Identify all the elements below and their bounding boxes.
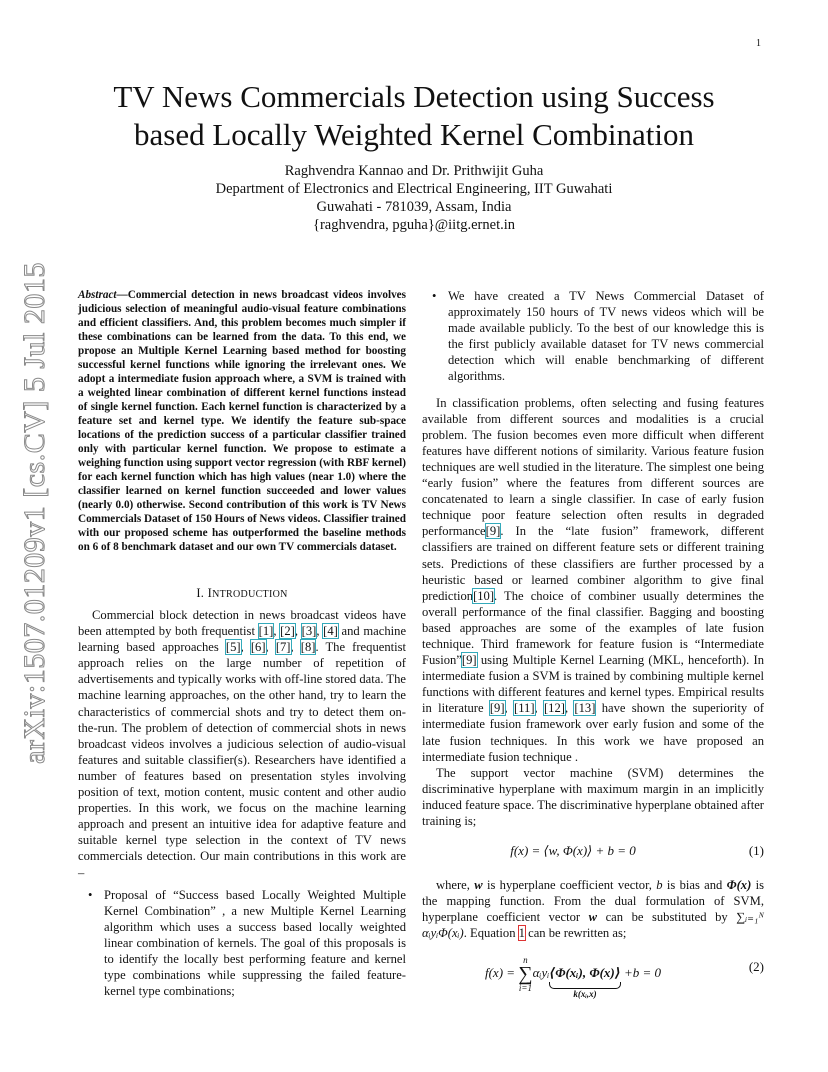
text: . In the “late fusion” framework, different classifiers are trained on different feature sets or different training sets. Predictions of these classifiers are further processed by a heuristic based or learned combiner algorithm to give final prediction <box>422 524 764 603</box>
text: have shown the superiority of intermediate fusion framework over early fusion and some of the late fusion techniques. In this work we have proposed an intermediate fusion technique . <box>422 701 765 764</box>
text: is hyperplane coefficient vector, <box>482 878 657 893</box>
text: . Equation <box>463 926 519 941</box>
arxiv-stamp <box>10 262 60 764</box>
intro-paragraph <box>78 607 406 881</box>
math-symbol: b <box>656 878 663 893</box>
text: can be rewritten as; <box>524 926 627 941</box>
citation-link[interactable]: [1] <box>258 624 274 639</box>
abstract-text: —Commercial detection in news broadcast videos involves judicious selection of meaningful audio-visual feature combinations and efficient classifiers. And, this problem becomes much simpler if these combinations can be learned from the data. To this end, we propose an Multiple Kernel Learning based method for boosting successful kernel functions while ignoring the irrelevant ones. We adopt a intermediate fusion approach where, a SVM is trained with a weighted linear combination of different kernel functions instead of single kernel function. Each kernel function is characterized by a feature set and kernel type. We identify the feature sub-space locations of the prediction success of a particular classifier trained only with particular kernel function. We propose to estimate a weighing function using support vector regression (with RBF kernel) for each kernel function which has high values (near 1.0) where the classifier learned on kernel function succeeded and lower values (nearly 0.0) otherwise. Second contribution of this work is TV News Commercials Dataset of 150 Hours of News videos. Classifier trained with our proposed scheme has outperformed the baseline methods on 6 of 8 benchmark dataset and our own TV commercials dataset. <box>78 289 406 553</box>
abstract-lead: Abstract <box>78 289 117 301</box>
summation-upper: n <box>523 955 528 966</box>
citation-link[interactable]: [3] <box>301 624 317 639</box>
text: , <box>265 640 276 655</box>
section-numeral: I. <box>196 586 208 600</box>
text: . The choice of combiner usually determines the overall performance of the final classifier. Bagging and boosting based approaches are some of the examples of late fusion technique. Third framework for feature fusion is “Intermediate Fusion” <box>422 588 764 668</box>
text: is bias and <box>662 878 727 893</box>
citation-link[interactable]: [9] <box>485 524 501 539</box>
text: , <box>240 640 251 655</box>
text: can be substituted by <box>597 910 737 925</box>
section-heading-introduction <box>78 586 406 601</box>
page-number: 1 <box>756 38 761 49</box>
underbrace-label: k(xᵢ,x) <box>573 989 597 1000</box>
text: Commercial block detection in news broadcast videos have been attempted by both frequentist <box>78 608 406 639</box>
contribution-item-1: • Proposal of “Success based Locally Weighted Multiple Kernel Combination” , a new Multiple Kernel Learning algorithm which uses a success based locally weighted linear combination of kernels. The goal of this proposals is to identify the locally best performing feature and kernel type combinations while suppressing the failed feature-kernel type combinations; <box>92 887 406 1000</box>
contribution-list <box>78 887 406 1000</box>
left-column <box>78 288 406 999</box>
affiliation: Department of Electronics and Electrical Engineering, IIT Guwahati <box>215 181 613 197</box>
math-symbol: Φ(x) <box>726 878 752 893</box>
summation-lower: i=1 <box>518 983 532 994</box>
citation-link[interactable]: [6] <box>250 640 266 655</box>
svm-paragraph: The support vector machine (SVM) determines the discriminative hyperplane with maximum margin in an implicitly induced feature space. The discriminative hyperplane obtained after training is; <box>422 765 764 828</box>
equation-2-rhs: +b = 0 <box>620 965 661 981</box>
address: Guwahati - 781039, Assam, India <box>316 199 512 215</box>
text: , <box>290 640 301 655</box>
citation-link[interactable]: [11] <box>514 701 535 716</box>
inner-product: ⟨Φ(xᵢ), Φ(x)⟩ <box>549 965 621 981</box>
text: , <box>564 701 575 716</box>
math-symbol: w <box>474 878 483 893</box>
dual-paragraph <box>422 877 764 941</box>
equation-reference-link[interactable]: 1 <box>518 926 525 941</box>
text: , <box>316 624 324 639</box>
text: using Multiple Kernel Learning (MKL, henceforth). In intermediate fusion a SVM is trained by combining multiple kernel functions with different features and kernel types. Empirical results in literature <box>422 653 764 716</box>
math-expression: ∑ᵢ₌₁ᴺ αᵢyᵢΦ(xᵢ) <box>422 910 765 941</box>
equation-2-number: (2) <box>748 959 764 975</box>
equation-2-expression <box>422 955 724 1000</box>
section-first-letter: I <box>207 586 213 600</box>
citation-link[interactable]: [12] <box>543 701 565 716</box>
equation-1 <box>422 843 764 865</box>
citation-link[interactable]: [5] <box>225 640 241 655</box>
equation-2-lhs: f(x) = <box>484 965 519 981</box>
citation-link[interactable]: [7] <box>275 640 291 655</box>
text: , <box>534 701 544 716</box>
kernel-underbrace <box>549 965 621 1000</box>
abstract <box>78 288 406 554</box>
contribution-item-2: • We have created a TV News Commercial Dataset of approximately 150 hours of TV news videos which will be made available publicly. To the best of our knowledge this is the first publicly available dataset for TV news commercial detection which will enable benchmarking of different algorithms. <box>436 288 764 385</box>
title-line-1: TV News Commercials Detection using Success <box>113 79 715 114</box>
text: , <box>294 624 302 639</box>
citation-link[interactable]: [8] <box>300 640 316 655</box>
text: , <box>273 624 281 639</box>
arxiv-stamp-text: arXiv:1507.01209v1 [cs.CV] 5 Jul 2015 <box>18 262 51 764</box>
email: {raghvendra, pguha}@iitg.ernet.in <box>312 217 516 233</box>
right-column <box>422 288 764 1003</box>
equation-2 <box>422 953 764 1003</box>
title-line-2: based Locally Weighted Kernel Combination <box>134 117 694 152</box>
equation-1-expression: f(x) = ⟨w, Φ(x)⟩ + b = 0 <box>510 843 636 859</box>
text: In classification problems, often selecting and fusing features available from different sources and modalities is a crucial problem. The fusion becomes even more difficult when different features have different notions of similarity. Various feature fusion techniques are well studied in the literature. The simplest one being “early fusion” where the features from different sources are concatenated to learn a single classifier. In case of early fusion technique poor feature selection often results in degraded performance <box>422 395 764 539</box>
paper-title <box>60 78 768 154</box>
text: , <box>504 701 514 716</box>
summation <box>518 955 532 993</box>
equation-1-number: (1) <box>748 843 764 859</box>
citation-link[interactable]: [10] <box>473 588 495 603</box>
equation-2-coefficient: αᵢyᵢ <box>532 965 550 981</box>
authors: Raghvendra Kannao and Dr. Prithwijit Guha <box>284 163 544 179</box>
text: and machine learning based approaches <box>78 624 407 655</box>
citation-link[interactable]: [2] <box>280 624 295 639</box>
citation-link[interactable]: [9] <box>461 653 477 668</box>
section-rest: NTRODUCTION <box>212 589 288 600</box>
text: is the mapping function. From the dual formulation of SVM, hyperplane coefficient vector <box>422 878 765 925</box>
math-symbol: w <box>588 910 598 925</box>
underbrace-shape <box>549 982 620 989</box>
citation-link[interactable]: [9] <box>489 701 505 716</box>
citation-link[interactable]: [4] <box>323 624 338 639</box>
citation-link[interactable]: [13] <box>574 701 596 716</box>
text: . The frequentist approach relies on the large number of repetition of advertisements and typically works with off-line stored data. The machine learning approaches, on the other hand, try to learn the characteristics of commercial shots and try to detect them on-the-run. The problem of detection of commercial shots in news broadcast videos involves a judicious selection of audio-visual features and suitable classifier(s). Researchers have identified a number of features based on presentation styles involving position of text, motion content, music content and other audio properties. In this work, we focus on the machine learning approach and present an intuitive idea for adaptive feature and suitable kernel type selection in the context of TV news commercials detection. Our main contributions in this work are – <box>78 640 407 880</box>
contribution-list-continued <box>422 288 764 385</box>
text: where, <box>436 878 475 893</box>
fusion-paragraph <box>422 395 764 765</box>
summation-symbol: ∑ <box>518 963 533 986</box>
